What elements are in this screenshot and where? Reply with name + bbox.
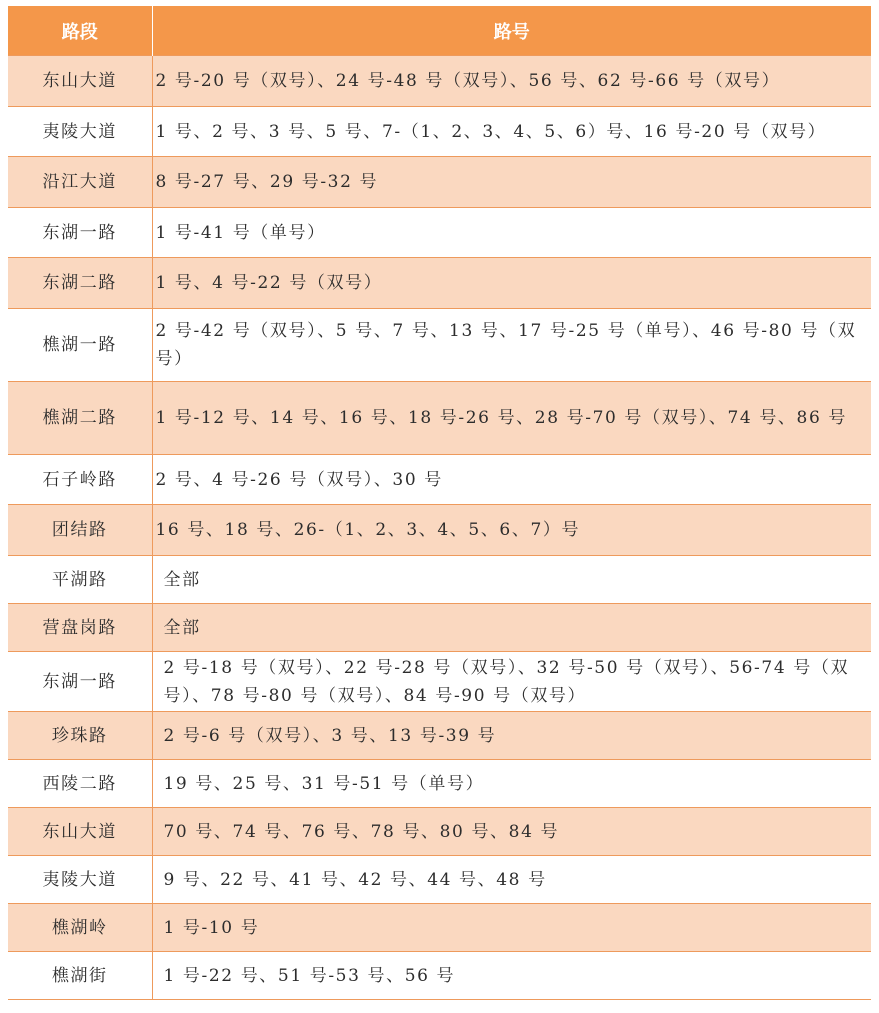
table-row bbox=[8, 382, 871, 455]
row-segment: 夷陵大道 bbox=[8, 856, 152, 904]
row-numbers: 2 号-6 号（双号）、3 号、13 号-39 号 bbox=[152, 712, 871, 760]
table-row bbox=[8, 157, 871, 208]
table-row bbox=[8, 56, 871, 107]
row-segment: 沿江大道 bbox=[8, 157, 152, 208]
row-segment: 东山大道 bbox=[8, 808, 152, 856]
table-row bbox=[8, 904, 871, 952]
row-numbers: 2 号-42 号（双号）、5 号、7 号、13 号、17 号-25 号（单号）、46 号-80 号（双号） bbox=[152, 309, 871, 382]
row-segment: 西陵二路 bbox=[8, 760, 152, 808]
row-segment: 樵湖岭 bbox=[8, 904, 152, 952]
row-segment: 平湖路 bbox=[8, 556, 152, 604]
table-header-row bbox=[8, 6, 871, 56]
table-row bbox=[8, 604, 871, 652]
row-numbers: 70 号、74 号、76 号、78 号、80 号、84 号 bbox=[152, 808, 871, 856]
table-row bbox=[8, 455, 871, 505]
row-segment: 樵湖街 bbox=[8, 952, 152, 1000]
table-row bbox=[8, 505, 871, 556]
table-row bbox=[8, 952, 871, 1000]
row-segment: 夷陵大道 bbox=[8, 107, 152, 157]
table-row bbox=[8, 208, 871, 258]
row-segment: 樵湖一路 bbox=[8, 309, 152, 382]
row-numbers: 1 号-12 号、14 号、16 号、18 号-26 号、28 号-70 号（双号）、74 号、86 号 bbox=[152, 382, 871, 455]
row-segment: 东湖一路 bbox=[8, 652, 152, 712]
road-number-table bbox=[8, 6, 871, 1000]
row-segment: 珍珠路 bbox=[8, 712, 152, 760]
row-segment: 营盘岗路 bbox=[8, 604, 152, 652]
row-numbers: 1 号、4 号-22 号（双号） bbox=[152, 258, 871, 309]
row-segment: 石子岭路 bbox=[8, 455, 152, 505]
table-row bbox=[8, 712, 871, 760]
row-numbers: 1 号、2 号、3 号、5 号、7-（1、2、3、4、5、6）号、16 号-20 号（双号） bbox=[152, 107, 871, 157]
row-numbers: 1 号-22 号、51 号-53 号、56 号 bbox=[152, 952, 871, 1000]
column-header-segment: 路段 bbox=[8, 6, 152, 56]
row-numbers: 9 号、22 号、41 号、42 号、44 号、48 号 bbox=[152, 856, 871, 904]
row-numbers: 8 号-27 号、29 号-32 号 bbox=[152, 157, 871, 208]
row-numbers: 16 号、18 号、26-（1、2、3、4、5、6、7）号 bbox=[152, 505, 871, 556]
table-row bbox=[8, 856, 871, 904]
row-segment: 东湖一路 bbox=[8, 208, 152, 258]
table-row bbox=[8, 107, 871, 157]
row-segment: 樵湖二路 bbox=[8, 382, 152, 455]
row-numbers: 2 号、4 号-26 号（双号）、30 号 bbox=[152, 455, 871, 505]
row-segment: 东湖二路 bbox=[8, 258, 152, 309]
table-row bbox=[8, 309, 871, 382]
table-row bbox=[8, 808, 871, 856]
row-segment: 东山大道 bbox=[8, 56, 152, 107]
row-numbers: 2 号-20 号（双号）、24 号-48 号（双号）、56 号、62 号-66 号（双号） bbox=[152, 56, 871, 107]
row-numbers: 1 号-41 号（单号） bbox=[152, 208, 871, 258]
row-numbers: 全部 bbox=[152, 604, 871, 652]
table-row bbox=[8, 760, 871, 808]
column-header-numbers: 路号 bbox=[152, 6, 871, 56]
row-numbers: 全部 bbox=[152, 556, 871, 604]
table-row bbox=[8, 652, 871, 712]
table-row bbox=[8, 556, 871, 604]
table-row bbox=[8, 258, 871, 309]
row-numbers: 1 号-10 号 bbox=[152, 904, 871, 952]
row-numbers: 19 号、25 号、31 号-51 号（单号） bbox=[152, 760, 871, 808]
row-segment: 团结路 bbox=[8, 505, 152, 556]
row-numbers: 2 号-18 号（双号）、22 号-28 号（双号）、32 号-50 号（双号）、56-74 号（双号）、78 号-80 号（双号）、84 号-90 号（双号） bbox=[152, 652, 871, 712]
